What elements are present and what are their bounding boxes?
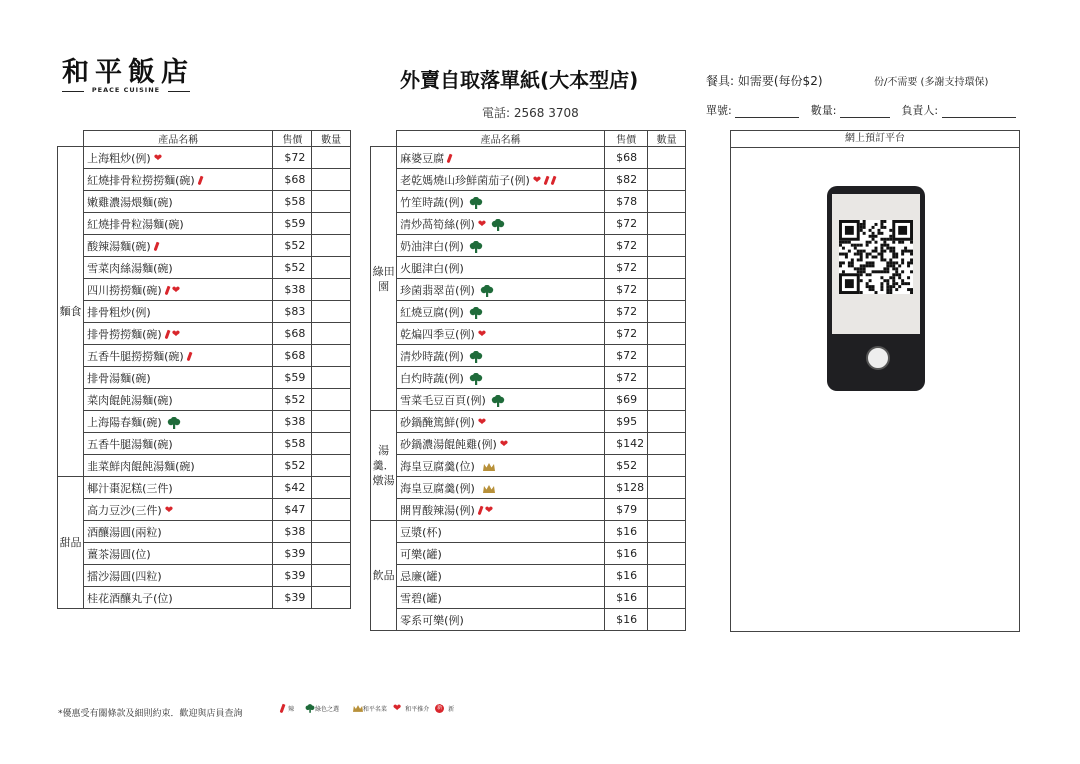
brand-underline — [62, 86, 190, 96]
item-price: $38 — [273, 279, 312, 301]
item-price: $52 — [273, 455, 312, 477]
item-name-cell — [84, 565, 273, 587]
item-name: 菜肉餛飩湯麵(碗) — [87, 393, 173, 407]
item-name: 韭菜鮮肉餛飩湯麵(碗) — [87, 459, 195, 473]
menu-row — [58, 499, 351, 521]
menu-row — [58, 367, 351, 389]
item-name-cell — [397, 191, 605, 213]
menu-row — [58, 389, 351, 411]
chili-icon — [447, 154, 453, 163]
qr-code[interactable] — [839, 220, 913, 294]
item-qty-input[interactable] — [312, 565, 351, 587]
item-price: $72 — [605, 301, 648, 323]
item-qty-input[interactable] — [312, 587, 351, 609]
item-price: $58 — [273, 191, 312, 213]
item-qty-input[interactable] — [648, 235, 686, 257]
heart-icon: ❤ — [153, 153, 163, 164]
item-price: $72 — [273, 147, 312, 169]
item-name: 酒釀湯圓(兩粒) — [87, 525, 162, 539]
item-name: 酸辣湯麵(碗) — [87, 239, 151, 253]
qty-label: 數量: — [810, 104, 837, 117]
item-name-cell — [397, 279, 605, 301]
header-spacer — [371, 131, 397, 147]
chili-icon — [153, 242, 159, 251]
menu-row — [371, 257, 686, 279]
item-name-cell — [397, 455, 605, 477]
header-price: 售價 — [605, 131, 648, 147]
category-label: 甜品 — [58, 477, 84, 609]
item-name-cell — [397, 543, 605, 565]
item-name-cell — [397, 565, 605, 587]
crown-icon — [353, 705, 363, 712]
item-name: 紅燒排骨粒撈撈麵(碗) — [87, 173, 195, 187]
item-qty-input[interactable] — [312, 257, 351, 279]
item-price: $52 — [273, 235, 312, 257]
item-name-cell — [397, 345, 605, 367]
item-name-cell — [397, 235, 605, 257]
menu-row — [371, 521, 686, 543]
heart-icon: ❤ — [477, 219, 487, 230]
broccoli-icon — [305, 704, 315, 713]
item-qty-input[interactable] — [648, 565, 686, 587]
item-qty-input[interactable] — [648, 543, 686, 565]
item-name-cell — [84, 587, 273, 609]
item-qty-input[interactable] — [648, 433, 686, 455]
item-price: $72 — [605, 367, 648, 389]
heart-icon: ❤ — [477, 417, 487, 428]
item-name-cell — [84, 543, 273, 565]
menu-row — [371, 301, 686, 323]
item-name: 四川撈撈麵(碗) — [87, 283, 162, 297]
item-name-cell — [84, 301, 273, 323]
phone-screen — [832, 194, 920, 334]
menu-row — [371, 477, 686, 499]
menu-row — [371, 235, 686, 257]
menu-row — [58, 301, 351, 323]
item-name: 零系可樂(例) — [400, 613, 464, 627]
item-qty-input[interactable] — [312, 345, 351, 367]
menu-row — [58, 235, 351, 257]
item-qty-input[interactable] — [312, 477, 351, 499]
item-price: $16 — [605, 587, 648, 609]
item-name: 清炒萵筍絲(例) — [400, 217, 475, 231]
item-name: 雪菜毛豆百頁(例) — [400, 393, 486, 407]
menu-row — [371, 543, 686, 565]
person-label: 負責人: — [901, 104, 939, 117]
menu-row — [58, 477, 351, 499]
menu-row — [58, 147, 351, 169]
item-qty-input[interactable] — [312, 455, 351, 477]
item-name-cell — [84, 213, 273, 235]
item-name: 砂鍋濃湯餛飩雞(例) — [400, 437, 497, 451]
item-price: $72 — [605, 345, 648, 367]
item-name-cell — [84, 279, 273, 301]
page-title: 外賣自取落單紙(大本型店) — [400, 68, 639, 92]
item-price: $78 — [605, 191, 648, 213]
item-name-cell — [84, 323, 273, 345]
item-name-cell — [84, 169, 273, 191]
item-qty-input[interactable] — [648, 587, 686, 609]
menu-row — [371, 587, 686, 609]
item-name: 珍菌翡翠苗(例) — [400, 283, 475, 297]
menu-row — [58, 191, 351, 213]
item-name: 高力豆沙(三件) — [87, 503, 162, 517]
item-qty-input[interactable] — [312, 301, 351, 323]
broccoli-icon — [491, 395, 505, 407]
menu-row — [58, 411, 351, 433]
item-price: $39 — [273, 543, 312, 565]
icon-legend — [277, 703, 458, 714]
item-price: $68 — [273, 345, 312, 367]
chili-icon — [477, 506, 483, 515]
order-no-label: 單號: — [706, 104, 732, 117]
item-price: $68 — [273, 169, 312, 191]
legend-green: 綠色之選 — [314, 706, 339, 713]
chili-icon — [164, 330, 170, 339]
item-name-cell — [397, 499, 605, 521]
item-qty-input[interactable] — [648, 147, 686, 169]
item-qty-input[interactable] — [648, 345, 686, 367]
broccoli-icon — [469, 241, 483, 253]
chili-icon — [164, 286, 170, 295]
item-name: 奶油津白(例) — [400, 239, 464, 253]
header-name: 產品名稱 — [84, 131, 273, 147]
item-name: 海皇豆腐羹(例) — [400, 481, 475, 495]
item-qty-input[interactable] — [648, 367, 686, 389]
brand-logo: 和平飯店 — [62, 57, 194, 88]
header-price: 售價 — [273, 131, 312, 147]
heart-icon: ❤ — [392, 703, 402, 714]
item-name: 紅燒排骨粒湯麵(碗) — [87, 217, 184, 231]
item-name-cell — [397, 587, 605, 609]
item-price: $72 — [605, 257, 648, 279]
item-name: 上海陽春麵(碗) — [87, 415, 162, 429]
item-qty-input[interactable] — [648, 213, 686, 235]
legend-new: 新 — [448, 706, 455, 713]
phone-image — [827, 186, 925, 391]
item-price: $16 — [605, 521, 648, 543]
menu-row — [371, 367, 686, 389]
menu-row — [58, 169, 351, 191]
item-price: $16 — [605, 543, 648, 565]
item-price: $39 — [273, 587, 312, 609]
item-name: 清炒時蔬(例) — [400, 349, 464, 363]
menu-row — [58, 345, 351, 367]
item-price: $42 — [273, 477, 312, 499]
item-name-cell — [397, 389, 605, 411]
item-name-cell — [84, 235, 273, 257]
item-name-cell — [397, 477, 605, 499]
heart-icon: ❤ — [164, 505, 174, 516]
item-price: $68 — [273, 323, 312, 345]
item-qty-input[interactable] — [648, 191, 686, 213]
category-label: 麵食 — [58, 147, 84, 477]
order-fields — [706, 102, 1016, 118]
item-name-cell — [84, 257, 273, 279]
menu-row — [58, 257, 351, 279]
item-name-cell — [397, 411, 605, 433]
item-qty-input[interactable] — [648, 499, 686, 521]
item-qty-input[interactable] — [312, 235, 351, 257]
item-qty-input[interactable] — [648, 169, 686, 191]
item-qty-input[interactable] — [648, 609, 686, 631]
item-qty-input[interactable] — [648, 323, 686, 345]
heart-icon: ❤ — [484, 505, 494, 516]
menu-row — [371, 499, 686, 521]
item-price: $52 — [273, 257, 312, 279]
item-qty-input[interactable] — [648, 477, 686, 499]
item-name-cell — [397, 433, 605, 455]
chili-icon — [186, 352, 192, 361]
item-name-cell — [84, 477, 273, 499]
phone-number: 電話: 2568 3708 — [482, 106, 579, 120]
item-name-cell — [84, 345, 273, 367]
item-price: $38 — [273, 521, 312, 543]
item-name: 排骨撈撈麵(碗) — [87, 327, 162, 341]
menu-row — [371, 565, 686, 587]
item-name: 竹笙時蔬(例) — [400, 195, 464, 209]
cutlery-label: 餐具: — [706, 74, 735, 88]
footnote: *優惠受有關條款及細則約束．歡迎與店員查詢 — [58, 709, 243, 719]
chili-icon — [544, 176, 550, 185]
heart-icon: ❤ — [532, 175, 542, 186]
item-price: $68 — [605, 147, 648, 169]
cutlery-option — [706, 72, 823, 89]
item-name: 椰汁棗泥糕(三件) — [87, 481, 173, 495]
item-qty-input[interactable] — [648, 455, 686, 477]
online-order-title: 網上預訂平台 — [731, 131, 1019, 148]
item-qty-input[interactable] — [312, 279, 351, 301]
legend-famous: 和平名菜 — [362, 706, 387, 713]
item-name-cell — [84, 411, 273, 433]
broccoli-icon — [167, 417, 181, 429]
broccoli-icon — [469, 351, 483, 363]
item-price: $39 — [273, 565, 312, 587]
heart-icon: ❤ — [499, 439, 509, 450]
item-name-cell — [397, 147, 605, 169]
item-name: 紅燒豆腐(例) — [400, 305, 464, 319]
item-qty-input[interactable] — [312, 367, 351, 389]
online-order-panel — [730, 130, 1020, 632]
item-qty-input[interactable] — [312, 389, 351, 411]
menu-row — [58, 543, 351, 565]
item-name-cell — [84, 433, 273, 455]
menu-row — [58, 279, 351, 301]
legend-spicy: 辣 — [288, 706, 295, 713]
item-qty-input[interactable] — [312, 169, 351, 191]
order-no-field[interactable] — [735, 107, 799, 118]
item-price: $82 — [605, 169, 648, 191]
header-spacer — [58, 131, 84, 147]
item-name-cell — [397, 301, 605, 323]
new-badge-icon: 新 — [437, 705, 443, 711]
item-name: 開胃酸辣湯(例) — [400, 503, 475, 517]
item-name: 擂沙湯圓(四粒) — [87, 569, 162, 583]
item-price: $52 — [605, 455, 648, 477]
menu-row — [371, 147, 686, 169]
camera-shutter-icon — [866, 346, 890, 370]
chili-icon — [551, 176, 557, 185]
item-price: $16 — [605, 565, 648, 587]
item-name: 老乾媽燒山珍鮮菌茄子(例) — [400, 173, 530, 187]
broccoli-icon — [480, 285, 494, 297]
item-qty-input[interactable] — [312, 213, 351, 235]
menu-table-right — [370, 130, 686, 631]
item-name-cell — [397, 323, 605, 345]
item-name: 上海粗炒(例) — [87, 151, 151, 165]
menu-row — [371, 345, 686, 367]
crown-icon — [483, 485, 495, 493]
item-price: $72 — [605, 279, 648, 301]
item-name: 可樂(罐) — [400, 547, 442, 561]
item-price: $59 — [273, 213, 312, 235]
category-label: 綠田園 — [371, 147, 397, 411]
item-qty-input[interactable] — [312, 323, 351, 345]
item-qty-input[interactable] — [312, 499, 351, 521]
item-price: $79 — [605, 499, 648, 521]
menu-row — [58, 565, 351, 587]
item-name: 豆漿(杯) — [400, 525, 442, 539]
item-price: $58 — [273, 433, 312, 455]
header-qty: 數量 — [648, 131, 686, 147]
item-name: 雪菜肉絲湯麵(碗) — [87, 261, 173, 275]
broccoli-icon — [491, 219, 505, 231]
heart-icon: ❤ — [477, 329, 487, 340]
menu-row — [371, 455, 686, 477]
menu-row — [371, 279, 686, 301]
broccoli-icon — [469, 197, 483, 209]
item-price: $69 — [605, 389, 648, 411]
chili-icon — [280, 704, 286, 713]
item-name: 乾煸四季豆(例) — [400, 327, 475, 341]
header-name: 產品名稱 — [397, 131, 605, 147]
item-qty-input[interactable] — [312, 191, 351, 213]
item-name: 白灼時蔬(例) — [400, 371, 464, 385]
menu-row — [58, 521, 351, 543]
item-name: 海皇豆腐羹(位) — [400, 459, 475, 473]
item-price: $142 — [605, 433, 648, 455]
crown-icon — [483, 463, 495, 471]
item-price: $52 — [273, 389, 312, 411]
menu-row — [371, 191, 686, 213]
item-name-cell — [397, 367, 605, 389]
item-qty-input[interactable] — [312, 433, 351, 455]
item-name-cell — [84, 147, 273, 169]
item-qty-input[interactable] — [648, 521, 686, 543]
item-price: $72 — [605, 235, 648, 257]
menu-row — [371, 323, 686, 345]
menu-row — [371, 169, 686, 191]
menu-row — [371, 411, 686, 433]
item-name: 五香牛腿撈撈麵(碗) — [87, 349, 184, 363]
item-name: 五香牛腿湯麵(碗) — [87, 437, 173, 451]
category-label: 湯羹．燉湯 — [371, 411, 397, 521]
item-name: 桂花酒釀丸子(位) — [87, 591, 173, 605]
item-qty-input[interactable] — [648, 279, 686, 301]
item-name-cell — [84, 499, 273, 521]
cutlery-no-need[interactable]: 份/不需要 (多謝支持環保) — [874, 77, 989, 88]
item-name-cell — [397, 213, 605, 235]
item-name: 砂鍋醃篤鮮(例) — [400, 415, 475, 429]
chili-icon — [197, 176, 203, 185]
item-name: 忌廉(罐) — [400, 569, 442, 583]
qty-field[interactable] — [840, 107, 890, 118]
item-name-cell — [397, 169, 605, 191]
item-name: 排骨湯麵(碗) — [87, 371, 151, 385]
item-name-cell — [84, 455, 273, 477]
item-name-cell — [84, 389, 273, 411]
item-price: $47 — [273, 499, 312, 521]
item-price: $72 — [605, 323, 648, 345]
item-name: 麻婆豆腐 — [400, 151, 445, 165]
item-qty-input[interactable] — [312, 521, 351, 543]
item-price: $16 — [605, 609, 648, 631]
item-qty-input[interactable] — [648, 411, 686, 433]
menu-row — [58, 455, 351, 477]
item-name: 雪碧(罐) — [400, 591, 442, 605]
broccoli-icon — [469, 307, 483, 319]
menu-row — [371, 389, 686, 411]
item-name: 嫩雞濃湯煨麵(碗) — [87, 195, 173, 209]
menu-row — [58, 323, 351, 345]
heart-icon: ❤ — [171, 329, 181, 340]
menu-row — [58, 213, 351, 235]
item-price: $38 — [273, 411, 312, 433]
person-field[interactable] — [942, 107, 1016, 118]
item-price: $72 — [605, 213, 648, 235]
item-qty-input[interactable] — [648, 389, 686, 411]
item-qty-input[interactable] — [312, 543, 351, 565]
item-name-cell — [397, 521, 605, 543]
header-qty: 數量 — [312, 131, 351, 147]
item-qty-input[interactable] — [312, 147, 351, 169]
item-name-cell — [84, 521, 273, 543]
item-qty-input[interactable] — [312, 411, 351, 433]
item-name-cell — [397, 257, 605, 279]
menu-table-left — [57, 130, 351, 609]
item-name-cell — [397, 609, 605, 631]
menu-row — [371, 213, 686, 235]
item-price: $128 — [605, 477, 648, 499]
menu-row — [371, 609, 686, 631]
cutlery-need[interactable]: 如需要(每份$2) — [737, 74, 823, 88]
item-name-cell — [84, 367, 273, 389]
item-price: $83 — [273, 301, 312, 323]
item-name: 薑茶湯圓(位) — [87, 547, 151, 561]
item-qty-input[interactable] — [648, 301, 686, 323]
item-name: 火腿津白(例) — [400, 261, 464, 275]
menu-row — [58, 587, 351, 609]
item-price: $59 — [273, 367, 312, 389]
broccoli-icon — [469, 373, 483, 385]
menu-row — [58, 433, 351, 455]
brand-subtitle: PEACE CUISINE — [91, 86, 161, 94]
item-qty-input[interactable] — [648, 257, 686, 279]
category-label: 飲品 — [371, 521, 397, 631]
item-price: $95 — [605, 411, 648, 433]
legend-recommend: 和平推介 — [405, 706, 430, 713]
item-name: 排骨粗炒(例) — [87, 305, 151, 319]
heart-icon: ❤ — [171, 285, 181, 296]
item-name-cell — [84, 191, 273, 213]
menu-row — [371, 433, 686, 455]
